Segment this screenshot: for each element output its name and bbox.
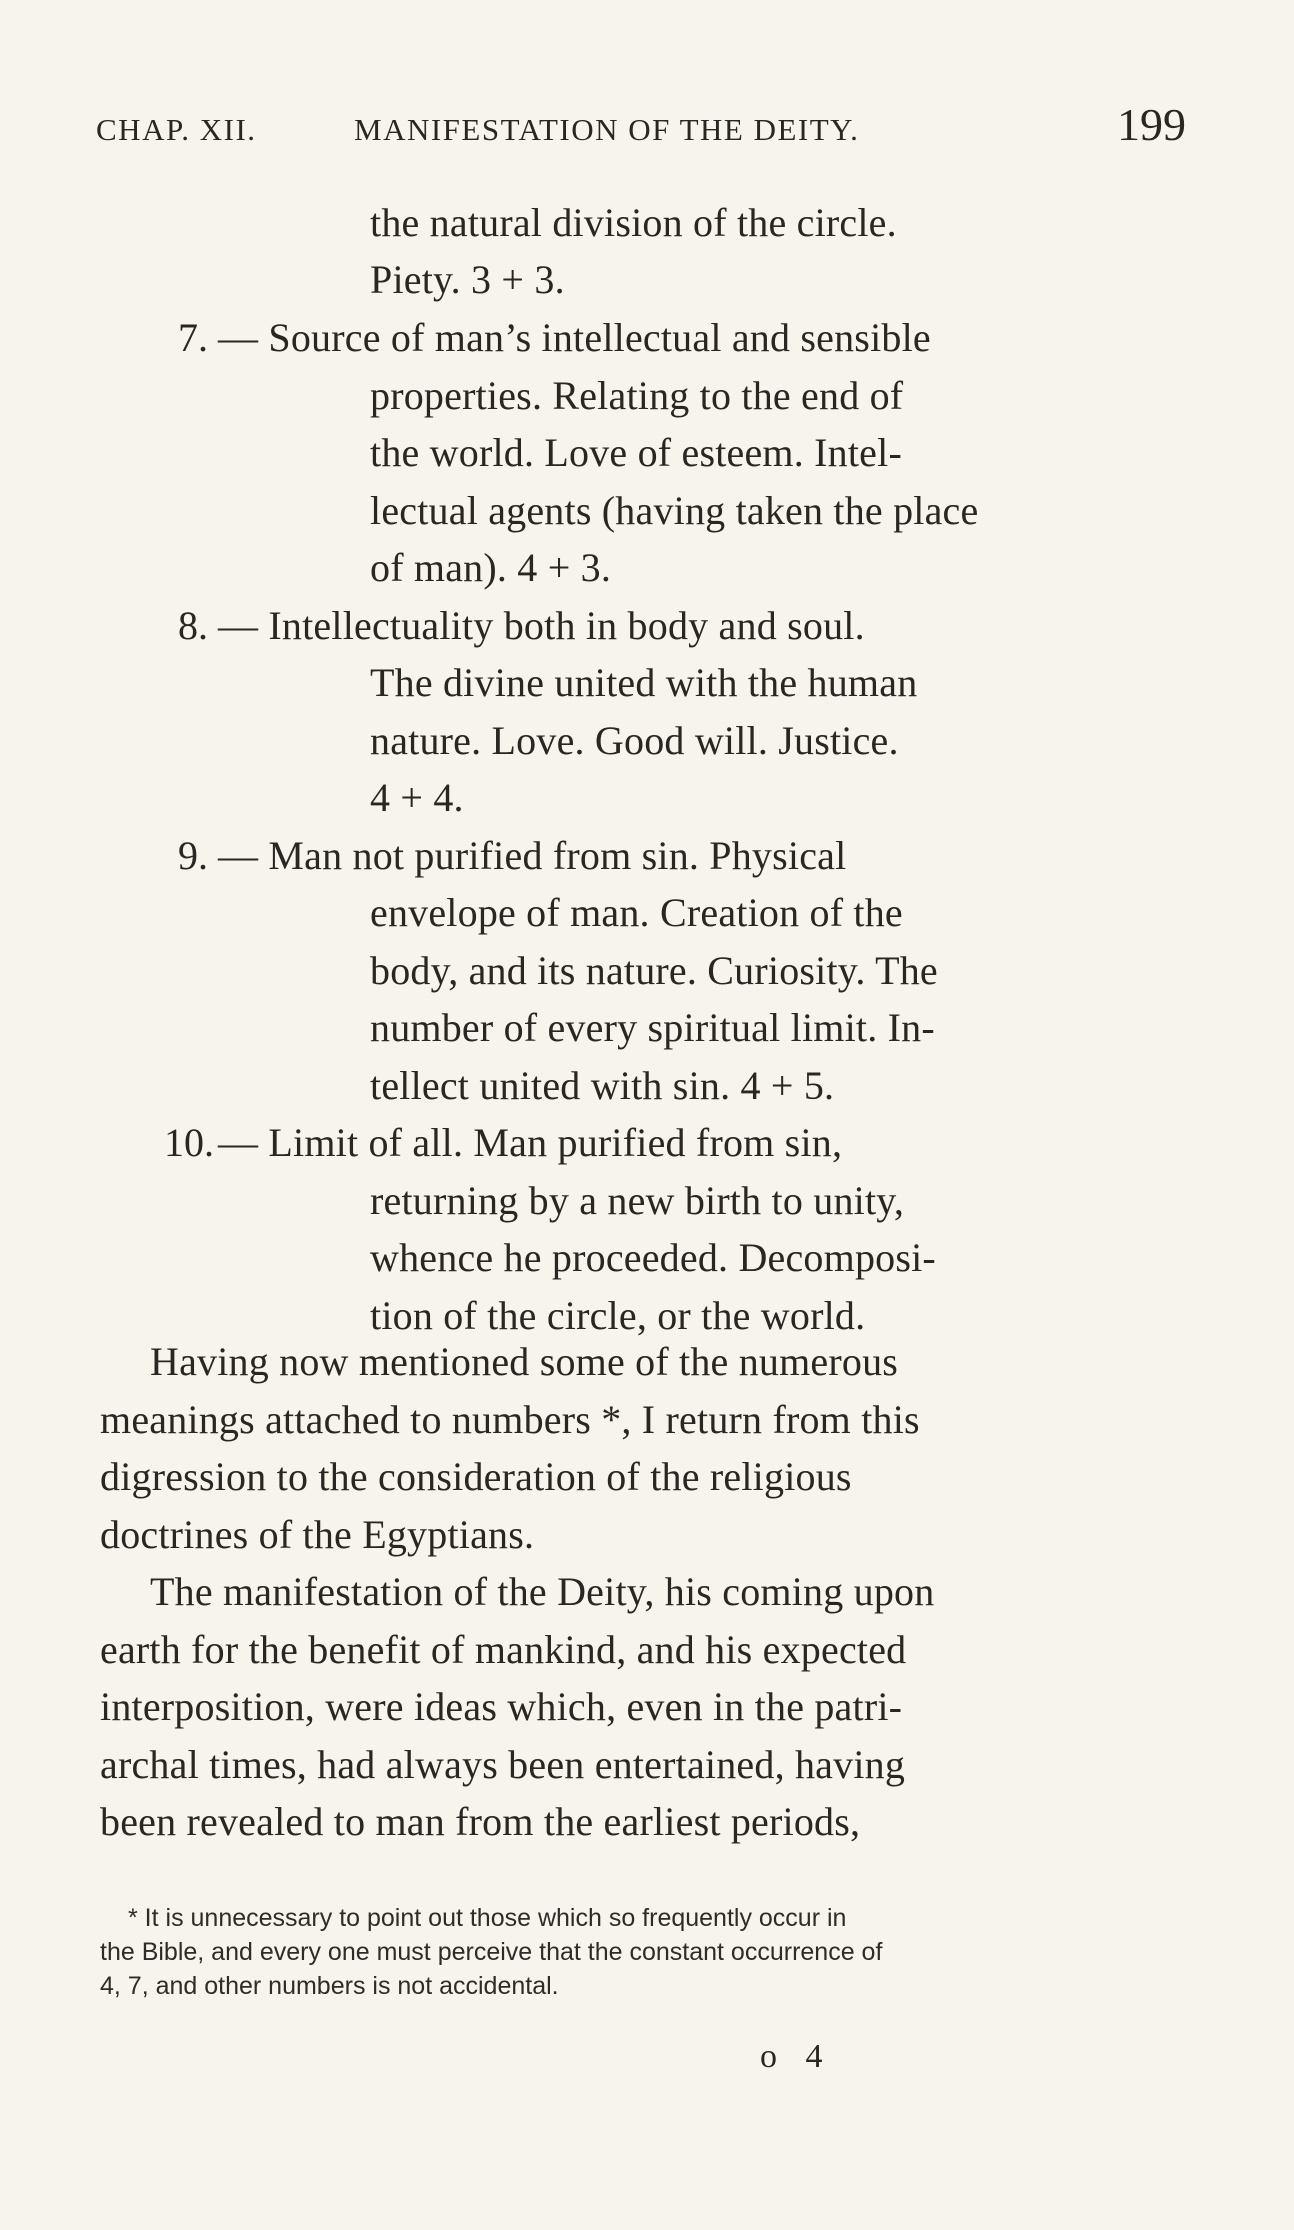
page-number: 199 xyxy=(1117,99,1186,150)
paragraph-line: interposition, were ideas which, even in the patri- xyxy=(100,1684,903,1729)
list-line: — Intellectuality both in body and soul. xyxy=(218,603,865,648)
paragraph-line: doctrines of the Egyptians. xyxy=(100,1512,535,1557)
footnote-line: the Bible, and every one must perceive that the constant occurrence of xyxy=(100,1938,883,1966)
paragraph-line: The manifestation of the Deity, his coming upon xyxy=(150,1569,935,1614)
list-line: the world. Love of esteem. Intel- xyxy=(370,430,902,475)
list-line: envelope of man. Creation of the xyxy=(370,890,903,935)
paragraph-line: been revealed to man from the earliest periods, xyxy=(100,1799,861,1844)
list-line: 4 + 4. xyxy=(370,775,464,820)
list-line: The divine united with the human xyxy=(370,660,918,705)
list-line: whence he proceeded. Decomposi- xyxy=(370,1235,936,1280)
list-line: tion of the circle, or the world. xyxy=(370,1293,866,1338)
list-line: tellect united with sin. 4 + 5. xyxy=(370,1063,835,1108)
running-header xyxy=(96,98,1186,158)
list-line: — Man not purified from sin. Physical xyxy=(218,833,847,878)
paragraph-line: archal times, had always been entertained, having xyxy=(100,1742,906,1787)
signature-mark: o 4 xyxy=(760,2038,833,2075)
list-number: 7. xyxy=(178,315,208,360)
list-line: — Source of man’s intellectual and sensible xyxy=(218,315,931,360)
list-number: 8. xyxy=(178,603,208,648)
list-line: lectual agents (having taken the place xyxy=(370,488,979,533)
footnote-line: 4, 7, and other numbers is not accidental. xyxy=(100,1972,559,2000)
footnote-line: * It is unnecessary to point out those which so frequently occur in xyxy=(128,1904,847,1932)
list-line: — Limit of all. Man purified from sin, xyxy=(218,1120,843,1165)
list-line: properties. Relating to the end of xyxy=(370,373,904,418)
paragraph-line: Having now mentioned some of the numerous xyxy=(150,1339,899,1384)
list-line: body, and its nature. Curiosity. The xyxy=(370,948,938,993)
list-number: 10. xyxy=(164,1120,214,1165)
list-line: number of every spiritual limit. In- xyxy=(370,1005,935,1050)
list-line: the natural division of the circle. xyxy=(370,200,897,245)
paragraph-line: meanings attached to numbers *, I return from this xyxy=(100,1397,920,1442)
paragraph-line: earth for the benefit of mankind, and his expected xyxy=(100,1627,907,1672)
list-line: of man). 4 + 3. xyxy=(370,545,612,590)
running-title: MANIFESTATION OF THE DEITY. xyxy=(354,112,860,147)
list-number: 9. xyxy=(178,833,208,878)
list-line: returning by a new birth to unity, xyxy=(370,1178,905,1223)
chapter-label: CHAP. XII. xyxy=(96,112,257,147)
list-line: Piety. 3 + 3. xyxy=(370,257,565,302)
list-line: nature. Love. Good will. Justice. xyxy=(370,718,899,763)
paragraph-line: digression to the consideration of the religious xyxy=(100,1454,852,1499)
